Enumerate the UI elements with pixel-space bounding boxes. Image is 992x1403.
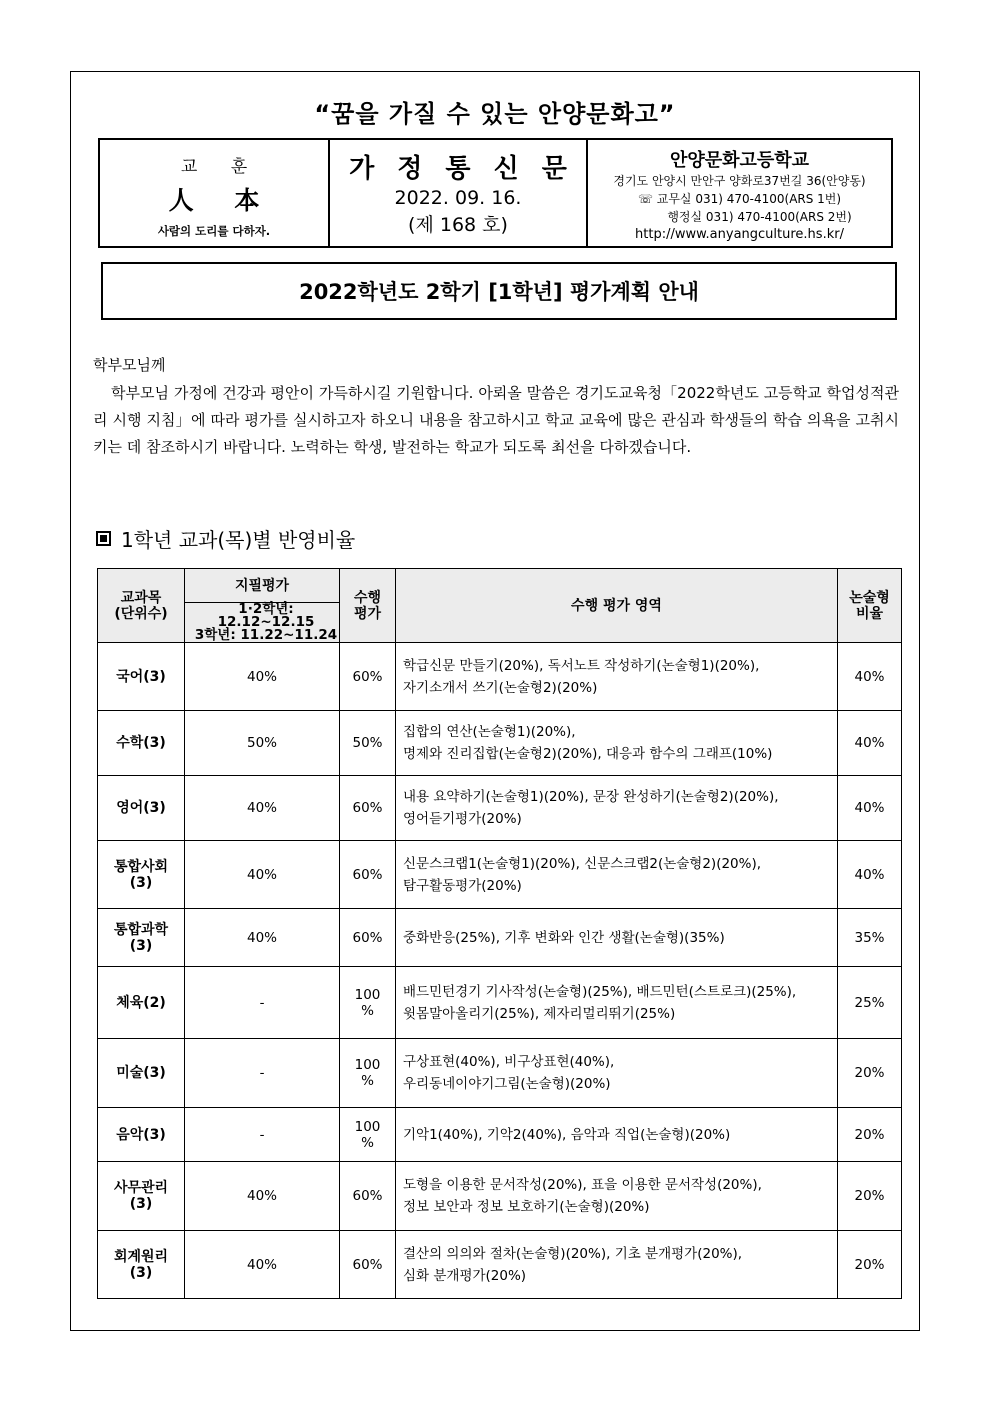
area-cell [396, 841, 838, 909]
header-performance [340, 569, 396, 643]
written-cell: - [185, 1039, 340, 1108]
table-row [98, 1231, 902, 1299]
table-row [98, 841, 902, 909]
section-title: 1학년 교과(목)별 반영비율 [121, 528, 356, 552]
subject-cell [98, 643, 185, 711]
written-cell: 40% [185, 1231, 340, 1299]
area-line1: 기악1(40%), 기악2(40%), 음악과 직업(논술형)(20%) [403, 1126, 731, 1143]
school-phone-office: ☏ 교무실 031) 470-4100(ARS 1번) [637, 192, 842, 206]
subject-name: 사무관리 [113, 1180, 169, 1196]
subject-name: 국어(3) [116, 668, 166, 685]
school-info [588, 140, 891, 246]
area-line1: 결산의 의의와 절차(논술형)(20%), 기초 분개평가(20%), [403, 1245, 743, 1262]
performance-value: 60% [352, 1188, 383, 1204]
performance-value: 100 [354, 1118, 381, 1135]
written-cell: 50% [185, 711, 340, 776]
performance-cell [340, 711, 396, 776]
area-line2: 명제와 진리집합(논술형2)(20%), 대응과 함수의 그래프(10%) [403, 746, 773, 762]
area-line2: 심화 분개평가(20%) [403, 1267, 527, 1284]
essay-cell: 40% [838, 841, 902, 909]
essay-cell: 40% [838, 776, 902, 841]
area-cell [396, 711, 838, 776]
subject-cell [98, 841, 185, 909]
subject-cell [98, 1231, 185, 1299]
newsletter-date: 2022. 09. 16. [394, 187, 522, 209]
school-slogan: “꿈을 가질 수 있는 안양문화고” [314, 100, 676, 128]
performance-cell [340, 1039, 396, 1108]
performance-unit: % [361, 1134, 374, 1151]
written-cell: - [185, 967, 340, 1039]
performance-value: 60% [352, 929, 383, 946]
performance-value: 100 [354, 986, 381, 1003]
area-line1: 내용 요약하기(논술형1)(20%), 문장 완성하기(논술형2)(20%), [403, 789, 779, 805]
header-written-date-grade12: 1·2학년: 12.12~12.15 [217, 601, 315, 630]
written-cell: 40% [185, 1162, 340, 1231]
written-cell: - [185, 1108, 340, 1162]
table-row [98, 1162, 902, 1231]
performance-cell [340, 909, 396, 967]
performance-cell [340, 643, 396, 711]
performance-cell [340, 967, 396, 1039]
subject-cell [98, 909, 185, 967]
area-line1: 도형을 이용한 문서작성(20%), 표을 이용한 문서작성(20%), [403, 1177, 762, 1193]
essay-cell: 20% [838, 1231, 902, 1299]
newsletter-title: 가 정 통 신 문 [349, 154, 574, 184]
motto-hanja: 人 本 [168, 186, 276, 215]
performance-value: 100 [354, 1057, 381, 1073]
area-line2: 윗몸말아올리기(25%), 제자리멀리뛰기(25%) [403, 1005, 676, 1022]
table-row [98, 1039, 902, 1108]
subject-cell [98, 1039, 185, 1108]
header-subject-line1: 교과목 [120, 589, 162, 606]
performance-unit: % [361, 1002, 374, 1019]
subject-name: 통합과학 [113, 921, 169, 938]
header-perf-line2: 평가 [353, 605, 382, 622]
header-subject [98, 569, 185, 643]
area-line1: 학급신문 만들기(20%), 독서노트 작성하기(논술형1)(20%), [403, 657, 760, 674]
table-row [98, 967, 902, 1039]
performance-cell [340, 841, 396, 909]
area-line1: 중화반응(25%), 기후 변화와 인간 생활(논술형)(35%) [403, 929, 725, 946]
intro-paragraph: 학부모님 가정에 건강과 평안이 가득하시길 기원합니다. 아뢰올 말씀은 경기도교육청「2022학년도 고등학교 학업성적관리 시행 지침」에 따라 평가를 실시하고자 하오니 내용을 참고하시고 학교 교육에 많은 관심과 학생들의 학습 의욕을 고취시키는 데 참조하시기 바랍니다. 노력하는 학생, 발전하는 학교가 되도록 최선을 다하겠습니다. [93, 384, 899, 456]
written-cell: 40% [185, 776, 340, 841]
essay-cell: 20% [838, 1039, 902, 1108]
performance-value: 60% [352, 866, 383, 883]
subject-cell [98, 711, 185, 776]
performance-cell [340, 1231, 396, 1299]
area-line2: 정보 보안과 정보 보호하기(논술형)(20%) [403, 1199, 650, 1215]
subject-units: (3) [129, 1196, 153, 1212]
area-cell [396, 643, 838, 711]
motto-description: 사람의 도리를 다하자. [157, 224, 271, 238]
school-address: 경기도 안양시 만안구 양화로37번길 36(안양동) [613, 174, 866, 188]
header-essay-line2: 비율 [855, 605, 884, 622]
area-cell [396, 1108, 838, 1162]
written-cell: 40% [185, 909, 340, 967]
area-line2: 영어듣기평가(20%) [403, 811, 522, 827]
subject-cell [98, 776, 185, 841]
essay-cell: 40% [838, 643, 902, 711]
school-motto [100, 140, 330, 246]
greeting: 학부모님께 [93, 356, 166, 374]
subject-name: 체육(2) [116, 994, 166, 1011]
subject-name: 음악(3) [116, 1126, 166, 1143]
header-subject-line2: (단위수) [114, 605, 168, 622]
subject-name: 미술(3) [116, 1065, 166, 1081]
school-phone-admin: 행정실 031) 470-4100(ARS 2번) [667, 210, 852, 224]
area-cell [396, 1231, 838, 1299]
performance-cell [340, 1108, 396, 1162]
newsletter-header [98, 138, 893, 248]
area-line2: 우리동네이야기그림(논술형)(20%) [403, 1076, 611, 1092]
essay-cell: 20% [838, 1162, 902, 1231]
area-line1: 구상표현(40%), 비구상표현(40%), [403, 1054, 615, 1070]
newsletter-info [330, 140, 588, 246]
motto-label: 교 훈 [180, 157, 262, 177]
subject-units: (3) [129, 1264, 153, 1281]
subject-name: 수학(3) [116, 735, 166, 751]
subject-name: 회계원리 [113, 1248, 169, 1265]
table-row [98, 643, 902, 711]
square-bullet-icon [96, 531, 111, 546]
header-written-date-grade3: 3학년: 11.22~11.24 [194, 627, 338, 643]
performance-cell [340, 776, 396, 841]
performance-value: 50% [352, 735, 383, 751]
evaluation-table [97, 568, 902, 1299]
performance-value: 60% [352, 1256, 383, 1273]
table-row [98, 711, 902, 776]
essay-cell: 40% [838, 711, 902, 776]
subject-units: (3) [129, 937, 153, 954]
area-cell [396, 909, 838, 967]
area-line1: 배드민턴경기 기사작성(논술형)(25%), 배드민턴(스트로크)(25%), [403, 983, 797, 1000]
header-written-dates [185, 603, 340, 643]
school-name: 안양문화고등학교 [669, 150, 810, 171]
table-row [98, 909, 902, 967]
document-title: 2022학년도 2학기 [1학년] 평가계획 안내 [101, 262, 897, 320]
section-heading [96, 524, 355, 553]
essay-cell: 25% [838, 967, 902, 1039]
performance-unit: % [361, 1073, 374, 1089]
area-line2: 탐구활동평가(20%) [403, 877, 522, 894]
school-url[interactable]: http://www.anyangculture.hs.kr/ [635, 227, 844, 242]
area-cell [396, 1039, 838, 1108]
area-line2: 자기소개서 쓰기(논술형2)(20%) [403, 679, 598, 696]
essay-cell: 35% [838, 909, 902, 967]
written-cell: 40% [185, 643, 340, 711]
written-cell: 40% [185, 841, 340, 909]
table-row [98, 776, 902, 841]
newsletter-issue: (제 168 호) [408, 214, 508, 236]
subject-cell [98, 1162, 185, 1231]
header-written: 지필평가 [185, 569, 340, 603]
subject-cell [98, 967, 185, 1039]
header-essay-line1: 논술형 [849, 589, 890, 606]
essay-cell: 20% [838, 1108, 902, 1162]
subject-cell [98, 1108, 185, 1162]
page-frame [70, 71, 920, 1331]
area-line1: 집합의 연산(논술형1)(20%), [403, 724, 576, 740]
subject-name: 영어(3) [116, 800, 166, 816]
performance-value: 60% [352, 668, 383, 685]
area-cell [396, 967, 838, 1039]
header-essay [838, 569, 902, 643]
performance-value: 60% [352, 800, 383, 816]
subject-units: (3) [129, 874, 153, 891]
header-perf-line1: 수행 [353, 589, 382, 606]
area-line1: 신문스크랩1(논술형1)(20%), 신문스크랩2(논술형2)(20%), [403, 855, 762, 872]
performance-cell [340, 1162, 396, 1231]
subject-name: 통합사회 [113, 858, 169, 875]
header-area: 수행 평가 영역 [396, 569, 838, 643]
area-cell [396, 1162, 838, 1231]
table-row [98, 1108, 902, 1162]
area-cell [396, 776, 838, 841]
